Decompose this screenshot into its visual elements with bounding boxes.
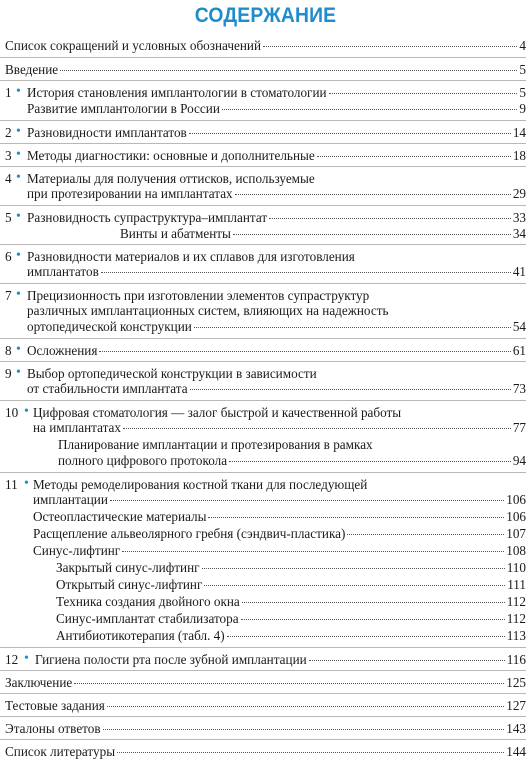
entry-title: Список литературы [5,744,116,759]
chapter-number: 8 [5,343,12,358]
dot-leader [190,388,511,390]
entry-title: имплантатов [27,264,99,279]
page-number: 144 [506,744,526,759]
entry-title: имплантации [33,492,108,507]
toc-entry[interactable] [0,492,526,507]
bullet-icon: • [16,124,21,139]
entry-title: полного цифрового протокола [58,453,228,468]
dot-leader [107,705,504,707]
page-number: 5 [519,62,526,77]
dot-leader [241,618,505,620]
page-number: 41 [512,264,526,279]
toc-entry[interactable] [0,205,526,225]
entry-title: от стабильности имплантата [27,381,188,396]
toc-entry[interactable] [0,453,526,468]
bullet-icon: • [24,651,29,666]
dot-leader [227,635,505,637]
page-number: 125 [506,675,526,690]
chapter-number: 1 [5,85,12,100]
dot-leader [347,533,504,535]
dot-leader [233,233,511,235]
dot-leader [222,108,518,110]
dot-leader [189,132,511,134]
toc-entry[interactable] [0,611,526,626]
page-number: 61 [512,343,526,358]
bullet-icon: • [16,342,21,357]
entry-title: Методы диагностики: основные и дополнительные [27,148,315,163]
page-number: 33 [512,210,526,225]
entry-title: Синус-лифтинг [33,543,121,558]
entry-title: Закрытый синус-лифтинг [56,560,200,575]
bullet-icon: • [16,84,21,99]
toc-entry[interactable] [0,244,526,264]
entry-title: Синус-имплантат стабилизатора [56,611,239,626]
entry-title: Осложнения [27,343,98,358]
entry-title: Антибиотикотерапия (табл. 4) [56,628,225,643]
entry-title: Открытый синус-лифтинг [56,577,203,592]
entry-title: Заключение [5,675,73,690]
toc-entry[interactable] [0,381,526,396]
toc-entry[interactable] [0,143,526,163]
toc-entry[interactable] [0,101,526,116]
dot-leader [235,193,511,195]
bullet-icon: • [16,170,21,185]
entry-title: Цифровая стоматология — залог быстрой и качественной работы [33,405,402,420]
entry-title: на имплантатах [33,420,121,435]
bullet-icon: • [16,209,21,224]
dot-leader [242,601,505,603]
page-number: 107 [506,526,526,541]
page-number: 18 [512,148,526,163]
page-number: 34 [512,226,526,241]
dot-leader [123,427,511,429]
entry-title: различных имплантационных систем, влияющих на надежность [27,303,389,318]
page-number: 77 [512,420,526,435]
entry-title: Выбор ортопедической конструкции в зависимости [27,366,317,381]
toc-entry[interactable] [0,628,526,643]
page-number: 54 [512,319,526,334]
toc-entry[interactable] [0,166,526,186]
entry-title: Техника создания двойного окна [56,594,240,609]
page-title: СОДЕРЖАНИЕ [194,4,337,27]
entry-title: Разновидность супраструктура–имплантат [27,210,268,225]
entry-title: Гигиена полости рта после зубной имплантации [35,652,307,667]
bullet-icon: • [24,476,29,491]
page-number: 110 [506,560,526,575]
page-number: 106 [506,492,526,507]
toc-entry[interactable] [0,437,526,452]
entry-title: Разновидности материалов и их сплавов для изготовления [27,249,355,264]
entry-title: Планирование имплантации и протезирования в рамках [58,437,373,452]
toc-entry[interactable] [0,670,526,690]
entry-title: Остеопластические материалы [33,509,207,524]
toc-entry[interactable] [0,577,526,592]
chapter-number: 7 [5,288,12,303]
dot-leader [122,550,504,552]
chapter-number: 5 [5,210,12,225]
page-number: 4 [519,38,526,53]
chapter-number: 10 [5,405,19,420]
page-number: 111 [507,577,526,592]
page-number: 116 [506,652,526,667]
dot-leader [101,271,511,273]
entry-title: Список сокращений и условных обозначений [5,38,261,53]
toc-entry[interactable] [0,400,526,420]
page-number: 112 [506,594,526,609]
bullet-icon: • [16,248,21,263]
toc-entry[interactable] [0,594,526,609]
dot-leader [103,728,505,730]
page-number: 127 [506,698,526,713]
toc-entry[interactable] [0,120,526,140]
page-number: 29 [512,186,526,201]
bullet-icon: • [16,147,21,162]
toc-entry[interactable] [0,319,526,334]
dot-leader [263,45,517,47]
toc-entry[interactable] [0,38,526,53]
entry-title: ортопедической конструкции [27,319,192,334]
toc-entry[interactable] [0,264,526,279]
dot-leader [229,460,511,462]
toc-entry[interactable] [0,80,526,100]
entry-title: Разновидности имплантатов [27,125,187,140]
dot-leader [208,516,504,518]
toc-entry[interactable] [0,226,526,241]
page-number: 106 [506,509,526,524]
entry-title: Расщепление альвеолярного гребня (сэндвич-пластика) [33,526,346,541]
dot-leader [60,69,517,71]
dot-leader [329,92,518,94]
dot-leader [74,682,504,684]
chapter-number: 4 [5,171,12,186]
toc-entry[interactable] [0,303,526,318]
page-number: 112 [506,611,526,626]
page-number: 9 [519,101,526,116]
toc-entry[interactable] [0,283,526,303]
entry-title: Прецизионность при изготовлении элементов супраструктур [27,288,370,303]
page-number: 14 [512,125,526,140]
entry-title: при протезировании на имплантатах [27,186,233,201]
dot-leader [204,584,505,586]
chapter-number: 12 [5,652,19,667]
dot-leader [309,659,505,661]
bullet-icon: • [24,404,29,419]
chapter-number: 11 [5,477,18,492]
entry-title: Материалы для получения оттисков, используемые [27,171,315,186]
entry-title: Развитие имплантологии в России [27,101,220,116]
toc-entry[interactable] [0,543,526,558]
toc-entry[interactable] [0,693,526,713]
dot-leader [202,567,505,569]
toc-entry[interactable] [0,739,526,759]
toc-entry[interactable] [0,560,526,575]
toc-entry[interactable] [0,716,526,736]
dot-leader [117,751,504,753]
chapter-number: 9 [5,366,12,381]
toc-entry[interactable] [0,526,526,541]
page-number: 73 [512,381,526,396]
dot-leader [194,326,511,328]
toc-entry[interactable] [0,186,526,201]
entry-title: Тестовые задания [5,698,105,713]
dot-leader [99,350,510,352]
dot-leader [269,217,511,219]
toc-entry[interactable] [0,509,526,524]
bullet-icon: • [16,287,21,302]
toc-entry[interactable] [0,57,526,77]
toc-entry[interactable] [0,647,526,667]
page-number: 94 [512,453,526,468]
dot-leader [110,499,504,501]
page-number: 5 [519,85,526,100]
entry-title: Винты и абатменты [120,226,231,241]
dot-leader [317,155,511,157]
toc-entry[interactable] [0,472,526,492]
page-number: 143 [506,721,526,736]
entry-title: Методы ремоделирования костной ткани для последующей [33,477,368,492]
chapter-number: 3 [5,148,12,163]
toc-entry[interactable] [0,420,526,435]
chapter-number: 6 [5,249,12,264]
toc-entry[interactable] [0,361,526,381]
page-number: 113 [506,628,526,643]
page-number: 108 [506,543,526,558]
entry-title: История становления имплантологии в стоматологии [27,85,327,100]
entry-title: Введение [5,62,59,77]
bullet-icon: • [16,365,21,380]
toc-entry[interactable] [0,338,526,358]
entry-title: Эталоны ответов [5,721,101,736]
chapter-number: 2 [5,125,12,140]
